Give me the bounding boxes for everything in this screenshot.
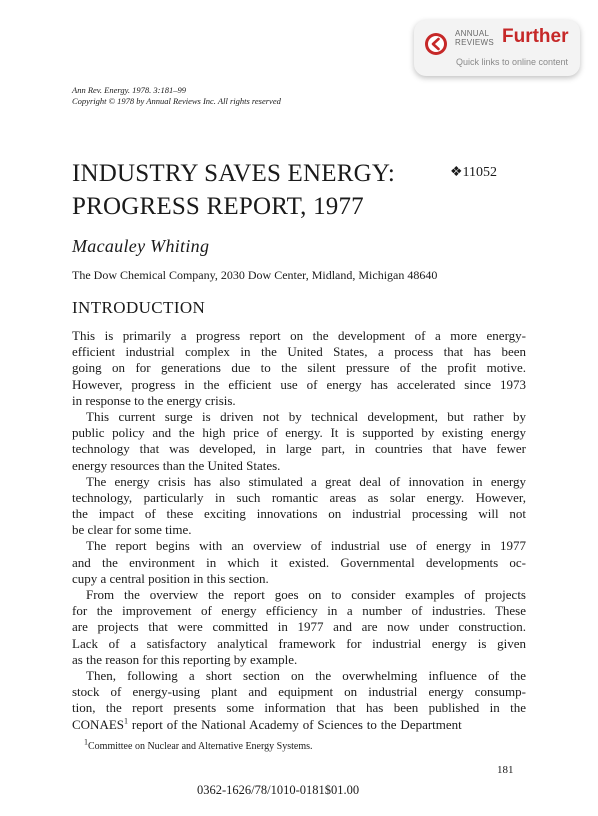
journal-citation-block: [72, 85, 281, 107]
body-line-conaes: [72, 717, 526, 733]
article-title: [72, 157, 395, 223]
author-affiliation: The Dow Chemical Company, 2030 Dow Center, Midland, Michigan 48640: [72, 268, 438, 282]
body-line: Lack of a satisfactory analytical framework for industrial energy is given: [72, 635, 526, 651]
body-line: The report begins with an overview of industrial use of energy in 1977: [86, 538, 526, 554]
banner-reviews-text: REVIEWS: [455, 38, 494, 47]
doi-code: 0362-1626/78/1010-0181$01.00: [197, 783, 360, 797]
body-line: as the reason for this reporting by example.: [72, 651, 298, 667]
banner-further-text: Further: [502, 26, 569, 47]
author-name: Macauley Whiting: [72, 236, 210, 256]
annual-reviews-logo-icon: [424, 32, 448, 56]
body-line: going on for generations due to the silent pressure of the profit motive.: [72, 360, 526, 376]
body-line: and the environment in which it existed. Governmental developments oc-: [72, 554, 526, 570]
footnote: [84, 737, 313, 752]
section-heading: INTRODUCTION: [72, 298, 206, 317]
body-line: technology that was developed, in large part, in countries that have fewer: [72, 441, 526, 457]
body-line: tion, the report presents some information that has been published in the: [72, 700, 526, 716]
journal-copyright: Copyright © 1978 by Annual Reviews Inc. All rights reserved: [72, 96, 281, 106]
journal-citation: Ann Rev. Energy. 1978. 3:181–99: [72, 85, 187, 95]
footnote-mark: 1: [84, 737, 88, 747]
conaes-rest-text: report of the National Academy of Sciences to the Department: [128, 716, 462, 732]
page-number: 181: [497, 764, 514, 776]
body-line: This is primarily a progress report on the development of a more energy-: [72, 328, 526, 343]
body-line: cupy a central position in this section.: [72, 570, 269, 586]
body-line: be clear for some time.: [72, 522, 192, 538]
body-line: efficient industrial complex in the United States, a process that has been: [72, 344, 526, 360]
body-line: This current surge is driven not by technical development, but rather by: [86, 408, 526, 424]
article-code: ❖11052: [450, 165, 498, 180]
footnote-ref[interactable]: 1: [124, 716, 129, 726]
further-banner[interactable]: [414, 20, 580, 76]
article-title-line-1: INDUSTRY SAVES ENERGY:: [72, 160, 395, 187]
article-title-line-2: PROGRESS REPORT, 1977: [72, 193, 364, 220]
body-line: stock of energy-using plant and equipment on industrial energy consump-: [72, 684, 526, 700]
body-line: are projects that were committed in 1977 and are now under construction.: [72, 619, 526, 635]
body-line: in response to the energy crisis.: [72, 392, 236, 408]
body-line: public policy and the high price of energy. It is supported by existing energy: [72, 425, 526, 441]
body-line: From the overview the report goes on to consider examples of projects: [86, 587, 526, 602]
body-text: [72, 328, 526, 733]
banner-annual-text: ANNUAL: [455, 29, 490, 38]
footnote-text: Committee on Nuclear and Alternative Energy Systems.: [88, 741, 313, 752]
conaes-text: CONAES: [72, 716, 125, 732]
banner-quick-links-text: Quick links to online content: [456, 57, 569, 67]
body-line: The energy crisis has also stimulated a great deal of innovation in energy: [86, 473, 526, 489]
body-line: However, progress in the efficient use of energy has accelerated since 1973: [72, 376, 526, 392]
body-line: for the improvement of energy efficiency in a number of industries. These: [72, 603, 526, 619]
body-line: Then, following a short section on the overwhelming influence of the: [86, 667, 526, 683]
body-line: the impact of these exciting innovations on industrial processing will not: [72, 506, 526, 522]
body-line: technology, particularly in such romantic areas as solar energy. However,: [72, 489, 526, 505]
body-line: energy resources than the United States.: [72, 457, 281, 473]
